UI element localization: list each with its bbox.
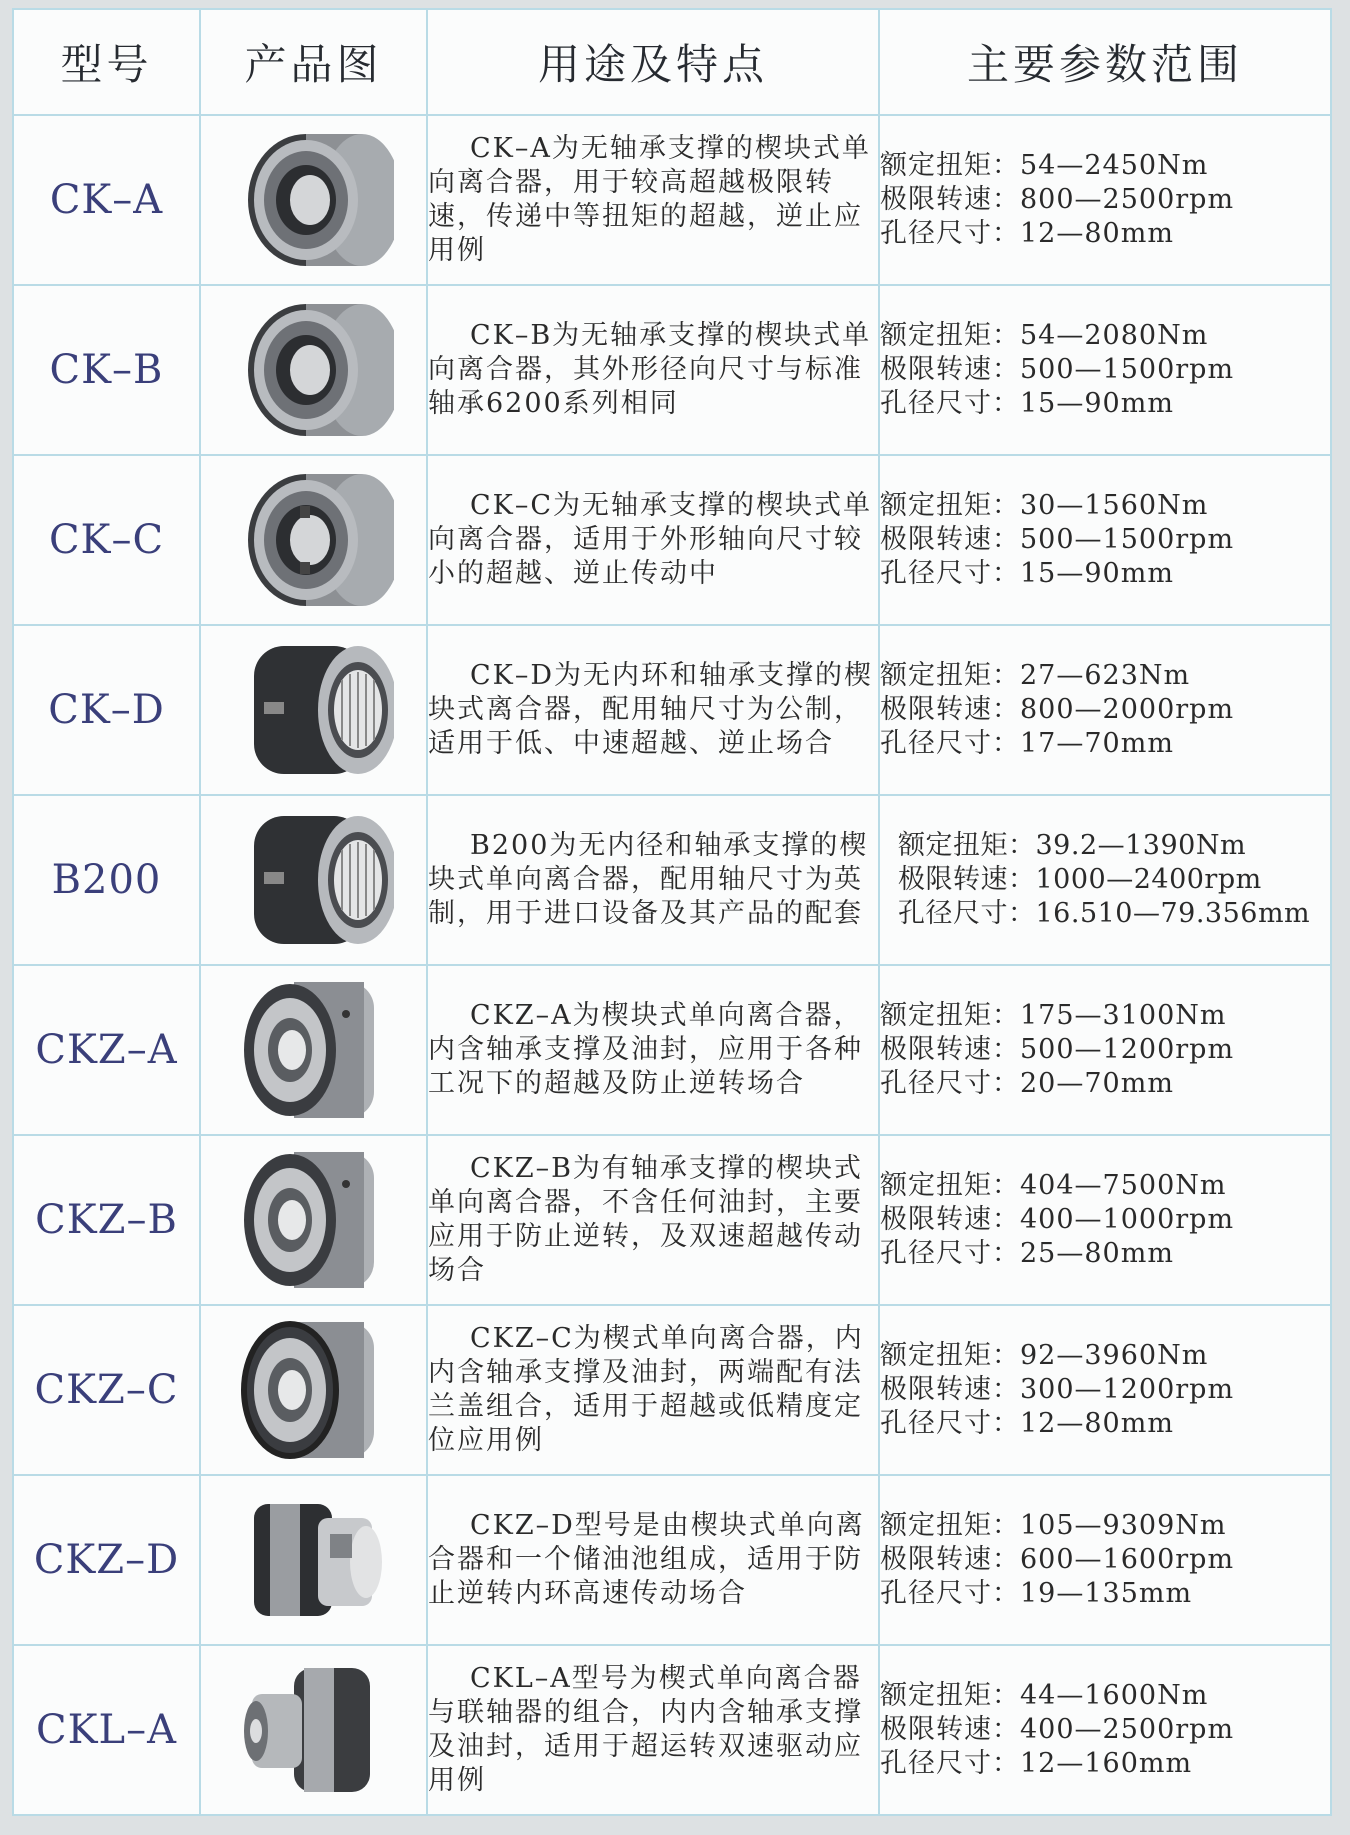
bore-label: 孔径尺寸： xyxy=(880,728,1020,759)
model-name: CKZ–B xyxy=(35,1197,178,1243)
description-text: CKZ–D型号是由楔块式单向离合器和一个储油池组成，适用于防止逆转内环高速传动场合 xyxy=(428,1510,865,1609)
speed-value: 800—2500rpm xyxy=(1020,184,1235,215)
bore-line xyxy=(880,1067,1330,1101)
torque-value: 30—1560Nm xyxy=(1020,490,1209,521)
bore-line xyxy=(880,387,1330,421)
bore-line xyxy=(880,727,1330,761)
model-name-cell xyxy=(13,1475,200,1645)
speed-value: 600—1600rpm xyxy=(1020,1544,1235,1575)
model-name: CKZ–C xyxy=(34,1367,179,1413)
parameters-cell xyxy=(879,1135,1331,1305)
model-name: CKZ–D xyxy=(33,1537,180,1583)
bore-value: 25—80mm xyxy=(1020,1238,1174,1269)
bore-label: 孔径尺寸： xyxy=(880,558,1020,589)
product-table xyxy=(12,8,1332,1816)
product-row xyxy=(13,455,1331,625)
torque-line xyxy=(880,1679,1330,1713)
torque-value: 54—2080Nm xyxy=(1020,320,1209,351)
bore-value: 12—160mm xyxy=(1020,1748,1193,1779)
product-photo-cell xyxy=(200,625,427,795)
model-name: CKZ–A xyxy=(35,1027,178,1073)
torque-value: 54—2450Nm xyxy=(1020,150,1209,181)
product-photo-cell xyxy=(200,795,427,965)
description-text: CKZ–C为楔式单向离合器，内内含轴承支撑及油封，两端配有法兰盖组合，适用于超越或低精度定位应用例 xyxy=(428,1323,864,1456)
description-cell xyxy=(427,625,879,795)
parameters-cell xyxy=(879,285,1331,455)
torque-line xyxy=(880,999,1330,1033)
model-name-cell xyxy=(13,285,200,455)
clutch-product-image xyxy=(234,1138,394,1302)
model-name-cell xyxy=(13,965,200,1135)
speed-line xyxy=(880,1543,1330,1577)
bore-label: 孔径尺寸： xyxy=(880,1068,1020,1099)
product-row xyxy=(13,1475,1331,1645)
bore-value: 12—80mm xyxy=(1020,218,1174,249)
product-photo-cell xyxy=(200,285,427,455)
model-name: CK–C xyxy=(48,517,165,563)
speed-label: 极限转速： xyxy=(880,354,1020,385)
header-params: 主要参数范围 xyxy=(879,9,1331,115)
model-name: CKL–A xyxy=(36,1707,177,1753)
speed-label: 极限转速： xyxy=(880,694,1020,725)
product-photo-cell xyxy=(200,1305,427,1475)
speed-line xyxy=(880,693,1330,727)
description-cell xyxy=(427,115,879,285)
product-photo-cell xyxy=(200,1475,427,1645)
bore-label: 孔径尺寸： xyxy=(880,1578,1020,1609)
bore-value: 16.510—79.356mm xyxy=(1035,898,1311,929)
bore-label: 孔径尺寸： xyxy=(880,1238,1020,1269)
speed-value: 500—1500rpm xyxy=(1020,524,1235,555)
speed-value: 400—2500rpm xyxy=(1020,1714,1235,1745)
product-photo-cell xyxy=(200,115,427,285)
description-cell xyxy=(427,1305,879,1475)
bore-value: 19—135mm xyxy=(1020,1578,1193,1609)
bore-line xyxy=(880,217,1330,251)
bore-line xyxy=(898,897,1330,931)
speed-label: 极限转速： xyxy=(880,524,1020,555)
speed-label: 极限转速： xyxy=(880,184,1020,215)
torque-label: 额定扭矩： xyxy=(880,660,1020,691)
product-photo-cell xyxy=(200,455,427,625)
parameters-cell xyxy=(879,625,1331,795)
speed-value: 300—1200rpm xyxy=(1020,1374,1235,1405)
torque-value: 404—7500Nm xyxy=(1020,1170,1227,1201)
clutch-product-image xyxy=(234,458,394,622)
product-row xyxy=(13,285,1331,455)
parameters-cell xyxy=(879,115,1331,285)
torque-label: 额定扭矩： xyxy=(880,1340,1020,1371)
description-text: CK–B为无轴承支撑的楔块式单向离合器，其外形径向尺寸与标准轴承6200系列相同 xyxy=(428,320,872,419)
speed-label: 极限转速： xyxy=(880,1374,1020,1405)
torque-label: 额定扭矩： xyxy=(880,1680,1020,1711)
torque-label: 额定扭矩： xyxy=(880,1000,1020,1031)
torque-value: 92—3960Nm xyxy=(1020,1340,1209,1371)
bore-value: 20—70mm xyxy=(1020,1068,1174,1099)
description-text: CKZ–A为楔块式单向离合器，内含轴承支撑及油封，应用于各种工况下的超越及防止逆转场合 xyxy=(428,1000,863,1099)
description-text: CKZ–B为有轴承支撑的楔块式单向离合器，不含任何油封，主要应用于防止逆转，及双速超越传动场合 xyxy=(428,1153,863,1286)
torque-line xyxy=(880,659,1330,693)
model-name: CK–A xyxy=(49,177,164,223)
torque-value: 105—9309Nm xyxy=(1020,1510,1227,1541)
speed-label: 极限转速： xyxy=(880,1714,1020,1745)
torque-label: 额定扭矩： xyxy=(898,830,1036,861)
description-cell xyxy=(427,455,879,625)
model-name-cell xyxy=(13,1645,200,1815)
torque-line xyxy=(880,1169,1330,1203)
product-photo-cell xyxy=(200,965,427,1135)
clutch-product-image xyxy=(234,1308,394,1472)
speed-value: 400—1000rpm xyxy=(1020,1204,1235,1235)
speed-line xyxy=(898,863,1330,897)
speed-label: 极限转速： xyxy=(880,1544,1020,1575)
speed-label: 极限转速： xyxy=(880,1204,1020,1235)
clutch-product-image xyxy=(234,628,394,792)
speed-value: 1000—2400rpm xyxy=(1035,864,1262,895)
description-cell xyxy=(427,1475,879,1645)
header-usage: 用途及特点 xyxy=(427,9,879,115)
torque-label: 额定扭矩： xyxy=(880,490,1020,521)
speed-value: 800—2000rpm xyxy=(1020,694,1235,725)
speed-line xyxy=(880,523,1330,557)
bore-line xyxy=(880,557,1330,591)
speed-line xyxy=(880,183,1330,217)
bore-label: 孔径尺寸： xyxy=(880,1408,1020,1439)
torque-line xyxy=(898,829,1330,863)
model-name-cell xyxy=(13,455,200,625)
bore-label: 孔径尺寸： xyxy=(880,218,1020,249)
parameters-cell xyxy=(879,965,1331,1135)
speed-label: 极限转速： xyxy=(898,864,1036,895)
torque-label: 额定扭矩： xyxy=(880,1170,1020,1201)
parameters-cell xyxy=(879,1305,1331,1475)
parameters-cell xyxy=(879,1645,1331,1815)
parameters-cell xyxy=(879,795,1331,965)
torque-line xyxy=(880,489,1330,523)
bore-line xyxy=(880,1747,1330,1781)
bore-label: 孔径尺寸： xyxy=(880,388,1020,419)
bore-label: 孔径尺寸： xyxy=(898,898,1036,929)
bore-value: 15—90mm xyxy=(1020,388,1174,419)
torque-value: 27—623Nm xyxy=(1020,660,1191,691)
speed-line xyxy=(880,353,1330,387)
description-cell xyxy=(427,795,879,965)
model-name-cell xyxy=(13,115,200,285)
torque-label: 额定扭矩： xyxy=(880,1510,1020,1541)
clutch-product-image xyxy=(234,1478,394,1642)
torque-line xyxy=(880,1509,1330,1543)
speed-line xyxy=(880,1713,1330,1747)
speed-line xyxy=(880,1033,1330,1067)
speed-value: 500—1200rpm xyxy=(1020,1034,1235,1065)
product-photo-cell xyxy=(200,1135,427,1305)
bore-line xyxy=(880,1577,1330,1611)
bore-label: 孔径尺寸： xyxy=(880,1748,1020,1779)
description-cell xyxy=(427,1645,879,1815)
description-text: CK–A为无轴承支撑的楔块式单向离合器，用于较高超越极限转速，传递中等扭矩的超越，逆止应用例 xyxy=(428,133,871,266)
torque-line xyxy=(880,149,1330,183)
product-row xyxy=(13,625,1331,795)
clutch-product-image xyxy=(234,288,394,452)
torque-value: 175—3100Nm xyxy=(1020,1000,1227,1031)
speed-value: 500—1500rpm xyxy=(1020,354,1235,385)
bore-line xyxy=(880,1237,1330,1271)
torque-line xyxy=(880,319,1330,353)
bore-value: 17—70mm xyxy=(1020,728,1174,759)
clutch-product-image xyxy=(234,1648,394,1812)
description-text: CK–D为无内环和轴承支撑的楔块式离合器，配用轴尺寸为公制，适用于低、中速超越、逆止场合 xyxy=(428,660,873,759)
torque-value: 39.2—1390Nm xyxy=(1035,830,1247,861)
description-text: CK–C为无轴承支撑的楔块式单向离合器，适用于外形轴向尺寸较小的超越、逆止传动中 xyxy=(428,490,872,589)
speed-line xyxy=(880,1203,1330,1237)
description-text: CKL–A型号为楔式单向离合器与联轴器的组合，内内含轴承支撑及油封，适用于超运转双速驱动应用例 xyxy=(428,1663,863,1796)
description-text: B200为无内径和轴承支撑的楔块式单向离合器，配用轴尺寸为英制，用于进口设备及其产品的配套 xyxy=(428,830,869,929)
parameters-cell xyxy=(879,1475,1331,1645)
product-photo-cell xyxy=(200,1645,427,1815)
torque-line xyxy=(880,1339,1330,1373)
description-cell xyxy=(427,1135,879,1305)
product-row xyxy=(13,1135,1331,1305)
model-name: B200 xyxy=(51,857,162,903)
torque-value: 44—1600Nm xyxy=(1020,1680,1209,1711)
model-name-cell xyxy=(13,1135,200,1305)
description-cell xyxy=(427,285,879,455)
clutch-product-image xyxy=(234,798,394,962)
model-name: CK–B xyxy=(49,347,164,393)
bore-value: 15—90mm xyxy=(1020,558,1174,589)
header-photo: 产品图 xyxy=(200,9,427,115)
torque-label: 额定扭矩： xyxy=(880,320,1020,351)
header-model: 型号 xyxy=(13,9,200,115)
bore-value: 12—80mm xyxy=(1020,1408,1174,1439)
product-row xyxy=(13,115,1331,285)
model-name-cell xyxy=(13,795,200,965)
parameters-cell xyxy=(879,455,1331,625)
product-row xyxy=(13,1305,1331,1475)
product-row xyxy=(13,795,1331,965)
product-row xyxy=(13,1645,1331,1815)
speed-line xyxy=(880,1373,1330,1407)
model-name-cell xyxy=(13,1305,200,1475)
torque-label: 额定扭矩： xyxy=(880,150,1020,181)
header-row xyxy=(13,9,1331,115)
model-name: CK–D xyxy=(48,687,165,733)
model-name-cell xyxy=(13,625,200,795)
description-cell xyxy=(427,965,879,1135)
speed-label: 极限转速： xyxy=(880,1034,1020,1065)
product-row xyxy=(13,965,1331,1135)
bore-line xyxy=(880,1407,1330,1441)
clutch-product-image xyxy=(234,118,394,282)
clutch-product-image xyxy=(234,968,394,1132)
